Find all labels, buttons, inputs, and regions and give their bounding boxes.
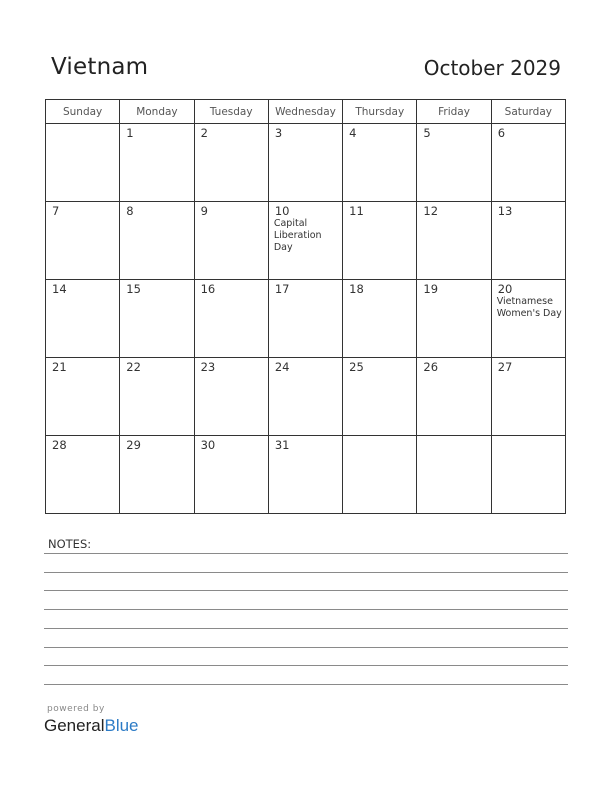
day-cell bbox=[194, 202, 268, 280]
month-title: October 2029 bbox=[423, 56, 561, 80]
day-cell bbox=[417, 202, 491, 280]
week-row bbox=[46, 358, 566, 436]
day-number: 20 bbox=[497, 282, 513, 296]
day-number: 28 bbox=[52, 438, 67, 452]
day-cell bbox=[268, 280, 342, 358]
weekday-sunday: Sunday bbox=[46, 100, 120, 124]
day-number bbox=[343, 436, 416, 439]
day-cell bbox=[194, 436, 268, 514]
day-number: 21 bbox=[52, 360, 67, 374]
brand-logo-blue: Blue bbox=[104, 716, 139, 735]
weekday-thursday: Thursday bbox=[343, 100, 417, 124]
day-number: 22 bbox=[126, 360, 141, 374]
day-cell bbox=[194, 358, 268, 436]
weekday-wednesday: Wednesday bbox=[268, 100, 342, 124]
day-number bbox=[417, 436, 490, 439]
week-row bbox=[46, 124, 566, 202]
day-number: 14 bbox=[52, 282, 67, 296]
weekday-header-row bbox=[46, 100, 566, 124]
holiday-label: Vietnamese Women's Day bbox=[496, 296, 562, 319]
day-cell bbox=[46, 358, 120, 436]
day-cell bbox=[268, 202, 342, 280]
day-cell bbox=[120, 280, 194, 358]
day-cell bbox=[268, 436, 342, 514]
week-row bbox=[46, 280, 566, 358]
day-number: 4 bbox=[349, 126, 357, 140]
day-cell bbox=[194, 280, 268, 358]
day-cell bbox=[120, 436, 194, 514]
day-number bbox=[492, 436, 565, 439]
powered-by-text: powered by bbox=[47, 704, 105, 714]
country-title: Vietnam bbox=[51, 54, 149, 80]
day-cell bbox=[417, 436, 491, 514]
day-number: 1 bbox=[126, 126, 134, 140]
note-line bbox=[44, 572, 568, 573]
day-number: 24 bbox=[274, 360, 290, 374]
day-number: 27 bbox=[497, 360, 513, 374]
brand-logo[interactable] bbox=[44, 716, 139, 736]
day-cell bbox=[46, 124, 120, 202]
notes-label: NOTES: bbox=[48, 537, 92, 551]
day-cell bbox=[343, 280, 417, 358]
brand-logo-general: General bbox=[44, 716, 105, 735]
day-cell bbox=[46, 436, 120, 514]
day-cell bbox=[120, 124, 194, 202]
day-number: 31 bbox=[274, 438, 290, 452]
week-row bbox=[46, 202, 566, 280]
day-number: 18 bbox=[349, 282, 364, 296]
day-number: 9 bbox=[200, 204, 208, 218]
day-cell bbox=[417, 280, 491, 358]
day-number: 19 bbox=[423, 282, 439, 296]
day-number: 26 bbox=[423, 360, 439, 374]
day-cell bbox=[46, 202, 120, 280]
day-number bbox=[46, 124, 119, 127]
day-number: 17 bbox=[274, 282, 290, 296]
week-row bbox=[46, 436, 566, 514]
day-number: 3 bbox=[274, 126, 283, 140]
day-cell bbox=[120, 202, 194, 280]
day-number: 2 bbox=[200, 126, 208, 140]
day-cell bbox=[491, 358, 565, 436]
note-line bbox=[44, 684, 568, 685]
day-cell bbox=[268, 124, 342, 202]
day-cell bbox=[343, 358, 417, 436]
day-cell bbox=[268, 358, 342, 436]
day-number: 8 bbox=[126, 204, 134, 218]
day-cell bbox=[120, 358, 194, 436]
day-number: 5 bbox=[423, 126, 431, 140]
day-number: 13 bbox=[497, 204, 513, 218]
day-number: 6 bbox=[497, 126, 506, 140]
weekday-saturday: Saturday bbox=[491, 100, 565, 124]
holiday-label: Capital Liberation Day bbox=[273, 218, 322, 253]
weekday-monday: Monday bbox=[120, 100, 194, 124]
day-cell bbox=[194, 124, 268, 202]
weekday-friday: Friday bbox=[417, 100, 491, 124]
note-line bbox=[44, 665, 568, 666]
day-cell bbox=[46, 280, 120, 358]
day-number: 23 bbox=[200, 360, 216, 374]
day-number: 15 bbox=[126, 282, 141, 296]
day-cell bbox=[491, 280, 565, 358]
day-cell bbox=[343, 202, 417, 280]
note-line bbox=[44, 647, 568, 648]
day-number: 7 bbox=[52, 204, 60, 218]
note-line bbox=[44, 609, 568, 610]
day-number: 10 bbox=[274, 204, 290, 218]
day-number: 29 bbox=[126, 438, 141, 452]
day-number: 30 bbox=[200, 438, 216, 452]
note-line bbox=[44, 553, 568, 554]
day-number: 11 bbox=[349, 204, 364, 218]
day-number: 16 bbox=[200, 282, 216, 296]
day-cell bbox=[417, 124, 491, 202]
day-number: 25 bbox=[349, 360, 364, 374]
calendar-grid bbox=[45, 99, 566, 514]
note-line bbox=[44, 628, 568, 629]
day-cell bbox=[491, 202, 565, 280]
day-cell bbox=[417, 358, 491, 436]
day-number: 12 bbox=[423, 204, 439, 218]
note-line bbox=[44, 590, 568, 591]
weekday-tuesday: Tuesday bbox=[194, 100, 268, 124]
day-cell bbox=[491, 124, 565, 202]
day-cell bbox=[343, 124, 417, 202]
day-cell bbox=[491, 436, 565, 514]
day-cell bbox=[343, 436, 417, 514]
